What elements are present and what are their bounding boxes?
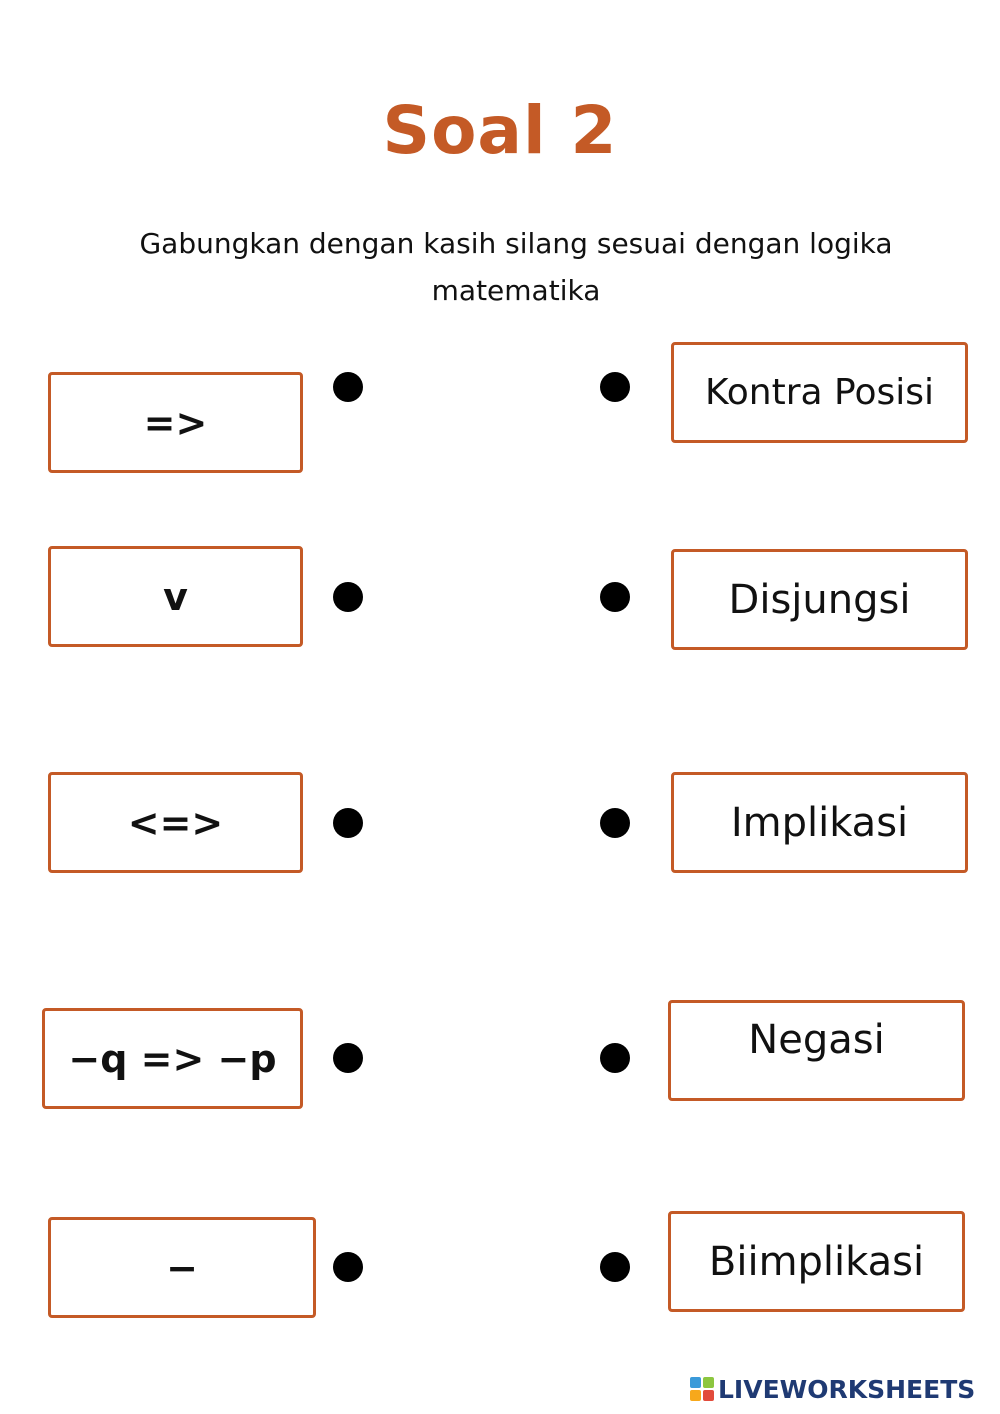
left-dot-5[interactable]	[333, 1252, 363, 1282]
right-dot-5[interactable]	[600, 1252, 630, 1282]
right-dot-2[interactable]	[600, 582, 630, 612]
left-dot-2[interactable]	[333, 582, 363, 612]
left-dot-1[interactable]	[333, 372, 363, 402]
left-item-1[interactable]: =>	[48, 372, 303, 473]
brand-name: LIVEWORKSHEETS	[718, 1374, 976, 1404]
right-dot-4[interactable]	[600, 1043, 630, 1073]
right-item-4[interactable]: Negasi	[668, 1000, 965, 1101]
page-title: Soal 2	[382, 92, 618, 169]
left-item-5[interactable]: −	[48, 1217, 316, 1318]
right-dot-3[interactable]	[600, 808, 630, 838]
left-dot-3[interactable]	[333, 808, 363, 838]
left-item-2[interactable]: v	[48, 546, 303, 647]
instruction-text: Gabungkan dengan kasih silang sesuai dengan logika matematika	[139, 227, 893, 307]
left-item-3[interactable]: <=>	[48, 772, 303, 873]
left-dot-4[interactable]	[333, 1043, 363, 1073]
left-item-4[interactable]: −q => −p	[42, 1008, 303, 1109]
footer-brand	[690, 1374, 975, 1404]
liveworksheets-logo-icon	[690, 1377, 714, 1401]
right-dot-1[interactable]	[600, 372, 630, 402]
right-item-1[interactable]: Kontra Posisi	[671, 342, 968, 443]
right-item-5[interactable]: Biimplikasi	[668, 1211, 965, 1312]
right-item-2[interactable]: Disjungsi	[671, 549, 968, 650]
right-item-3[interactable]: Implikasi	[671, 772, 968, 873]
